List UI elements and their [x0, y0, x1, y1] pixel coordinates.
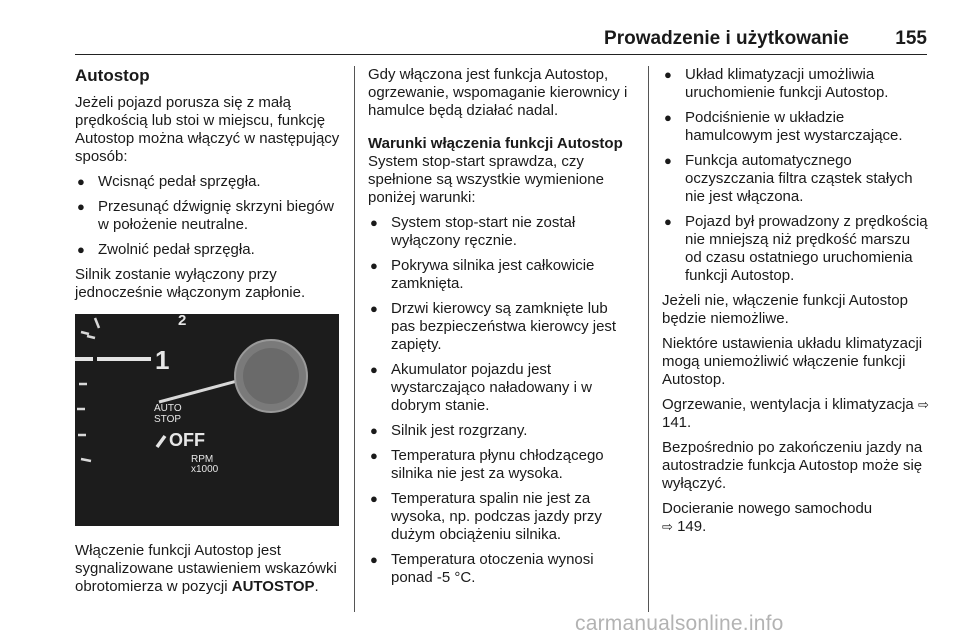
list-item: ● Temperatura płynu chłodzącego silnika nie jest za wysoka. — [368, 447, 636, 483]
conditions-list — [662, 66, 930, 285]
stop-label: STOP — [154, 414, 182, 425]
steps-list — [75, 173, 343, 259]
watermark: carmanualsonline.info — [575, 612, 784, 635]
intro-paragraph: Jeżeli pojazd porusza się z małą prędkością lub stoi w miejscu, funkcję Autostop można włączyć w następujący sposób: — [75, 94, 340, 165]
page-header — [75, 0, 927, 55]
list-item: ● Drzwi kierowcy są zamknięte lub pas bezpieczeństwa kierowcy jest zapięty. — [368, 300, 636, 354]
rpm-label: RPM — [191, 454, 214, 465]
list-item: ● Układ klimatyzacji umożliwia uruchomienie funkcji Autostop. — [662, 66, 930, 102]
column-middle — [368, 66, 636, 594]
column-divider — [354, 66, 355, 612]
conditions-list — [368, 214, 636, 587]
cross-reference-paragraph: Ogrzewanie, wentylacja i klimatyzacja ⇨ 141. — [662, 396, 929, 431]
list-item: ● Pojazd był prowadzony z prędkością nie mniejszą niż prędkość marszu od czasu ostatniego uruchomienia funkcji Autostop. — [662, 213, 930, 285]
column-left — [75, 66, 343, 603]
page-number: 155 — [895, 28, 927, 49]
section-title: Autostop — [75, 66, 150, 85]
page-reference-link[interactable]: 149. — [677, 518, 707, 535]
paragraph: Niektóre ustawienia układu klimatyzacji mogą uniemożliwić włączenie funkcji Autostop. — [662, 335, 923, 388]
caption-emphasis: AUTOSTOP — [231, 578, 315, 595]
reference-arrow-icon: ⇨ — [917, 397, 929, 412]
sub-intro-paragraph: System stop-start sprawdza, czy spełnione są wszystkie wymienione poniżej warunki: — [368, 153, 604, 206]
page-reference-link[interactable]: 141. — [662, 414, 692, 431]
cross-reference-paragraph: Docieranie nowego samochodu ⇨ 149. — [662, 500, 873, 535]
intro-paragraph: Gdy włączona jest funkcja Autostop, ogrzewanie, wspomaganie kierownicy i hamulce będą działać nadal. — [368, 66, 628, 119]
list-item: ● System stop-start nie został wyłączony ręcznie. — [368, 214, 636, 250]
list-item: ● Akumulator pojazdu jest wystarczająco naładowany i w dobrym stanie. — [368, 361, 636, 415]
list-item: ● Silnik jest rozgrzany. — [368, 422, 636, 440]
rpm-scale-label: x1000 — [191, 464, 219, 475]
column-right — [662, 66, 930, 543]
gauge-tick-label: 1 — [155, 345, 170, 375]
list-item: ● Temperatura otoczenia wynosi ponad -5 °C. — [368, 551, 636, 587]
header-title: Prowadzenie i użytkowanie — [604, 28, 849, 49]
list-item: ● Zwolnić pedał sprzęgła. — [75, 241, 343, 259]
list-item: ● Pokrywa silnika jest całkowicie zamknięta. — [368, 257, 636, 293]
list-item: ● Funkcja automatycznego oczyszczania filtra cząstek stałych nie jest włączona. — [662, 152, 930, 206]
off-label: OFF — [169, 430, 205, 450]
subheading: Warunki włączenia funkcji Autostop — [368, 135, 623, 152]
list-item: ● Przesunąć dźwignię skrzyni biegów w położenie neutralne. — [75, 198, 343, 234]
reference-arrow-icon: ⇨ — [662, 519, 673, 534]
result-paragraph: Silnik zostanie wyłączony przy jednocześnie włączonym zapłonie. — [75, 266, 306, 301]
gauge-tick-label: 2 — [178, 314, 187, 329]
auto-label: AUTO — [154, 403, 182, 414]
tachometer-image — [75, 314, 339, 526]
paragraph: Jeżeli nie, włączenie funkcji Autostop będzie niemożliwe. — [662, 292, 908, 327]
list-item: ● Wcisnąć pedał sprzęgła. — [75, 173, 343, 191]
list-item: ● Podciśnienie w układzie hamulcowym jest wystarczające. — [662, 109, 930, 145]
list-item: ● Temperatura spalin nie jest za wysoka, np. podczas jazdy przy dużym obciążeniu silnika. — [368, 490, 636, 544]
paragraph: Bezpośrednio po zakończeniu jazdy na autostradzie funkcja Autostop może się wyłączyć. — [662, 439, 923, 492]
figure-caption: Włączenie funkcji Autostop jest sygnalizowane ustawieniem wskazówki obrotomierza w pozycji AUTOSTOP. — [75, 542, 337, 595]
column-divider — [648, 66, 649, 612]
